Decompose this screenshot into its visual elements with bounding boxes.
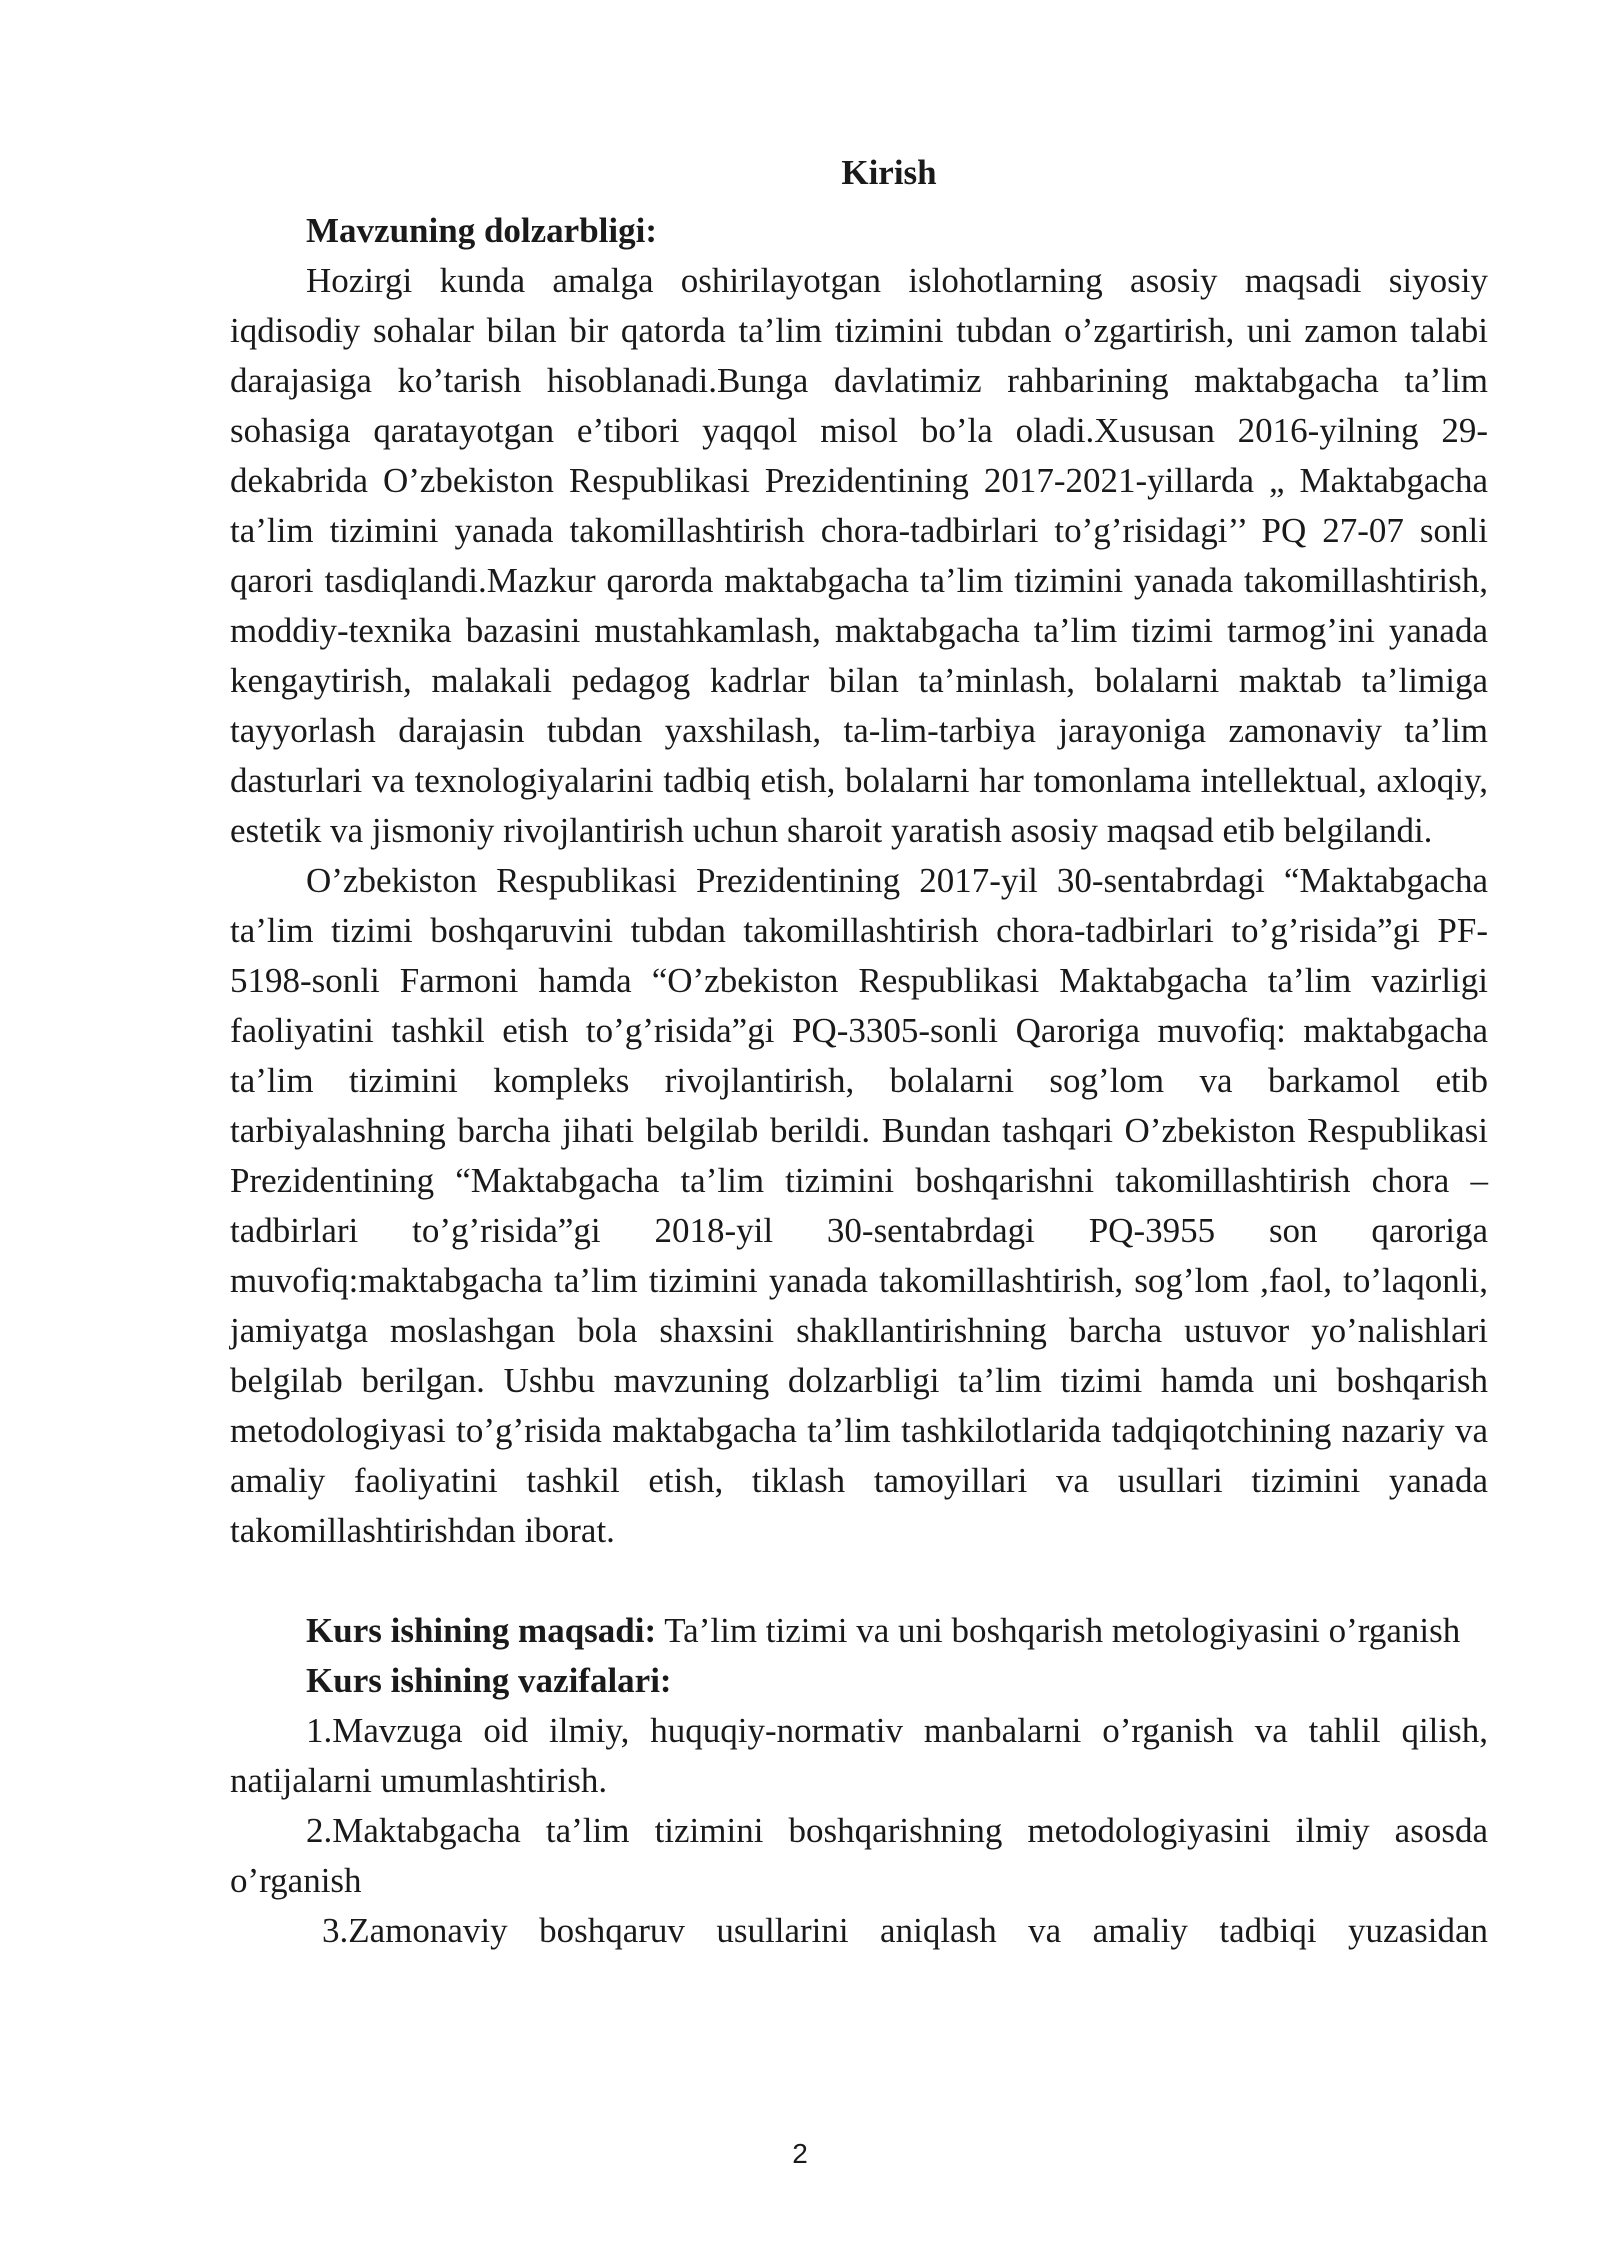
blank-line — [230, 1556, 1488, 1606]
tasks-heading: Kurs ishining vazifalari: — [306, 1661, 672, 1700]
paragraph-relevance-2: O’zbekiston Respublikasi Prezidentining 2017-yil 30-sentabrdagi “Maktabgacha ta’lim tizimi boshqaruvini tubdan takomillashtirish chora-tadbirlari to’g’risida”gi PF-5198-sonli Farmoni hamda “O’zbekiston Respublikasi Maktabgacha ta’lim vazirligi faoliyatini tashkil etish to’g’risida”gi PQ-3305-sonli Qaroriga muvofiq: maktabgacha ta’lim tizimini kompleks rivojlantirish, bolalarni sog’lom va barkamol etib tarbiyalashning barcha jihati belgilab berildi. Bundan tashqari O’zbekiston Respublikasi Prezidentining “Maktabgacha ta’lim tizimini boshqarishni takomillashtirish chora –tadbirlari to’g’risida”gi 2018-yil 30-sentabrdagi PQ-3955 son qaroriga muvofiq:maktabgacha ta’lim tizimini yanada takomillashtirish, sog’lom ,faol, to’laqonli, jamiyatga moslashgan bola shaxsini shakllantirishning barcha ustuvor yo’nalishlari belgilab berilgan. Ushbu mavzuning dolzarbligi ta’lim tizimi hamda uni boshqarish metodologiyasi to’g’risida maktabgacha ta’lim tashkilotlarida tadqiqotchining nazariy va amaliy faoliyatini tashkil etish, tiklash tamoyillari va usullari tizimini yanada takomillashtirishdan iborat. — [230, 861, 1488, 1550]
goal-text: Ta’lim tizimi va uni boshqarish metologiyasini o’rganish — [656, 1611, 1461, 1650]
page-title: Kirish — [841, 153, 937, 192]
goal-paragraph — [230, 1606, 1488, 1656]
section-heading-relevance: Mavzuning dolzarbligi: — [306, 211, 657, 250]
task-item-3: 3.Zamonaviy boshqaruv usullarini aniqlash va amaliy tadbiqi yuzasidan — [322, 1911, 1488, 1950]
paragraph-relevance-1: Hozirgi kunda amalga oshirilayotgan islohotlarning asosiy maqsadi siyosiy iqdisodiy sohalar bilan bir qatorda ta’lim tizimini tubdan o’zgartirish, uni zamon talabi darajasiga ko’tarish hisoblanadi.Bunga davlatimiz rahbarining maktabgacha ta’lim sohasiga qaratayotgan e’tibori yaqqol misol bo’la oladi.Xususan 2016-yilning 29-dekabrida O’zbekiston Respublikasi Prezidentining 2017-2021-yillarda „ Maktabgacha ta’lim tizimini yanada takomillashtirish chora-tadbirlari to’g’risidagi’’ PQ 27-07 sonli qarori tasdiqlandi.Mazkur qarorda maktabgacha ta’lim tizimini yanada takomillashtirish, moddiy-texnika bazasini mustahkamlash, maktabgacha ta’lim tizimi tarmog’ini yanada kengaytirish, malakali pedagog kadrlar bilan ta’minlash, bolalarni maktab ta’limiga tayyorlash darajasin tubdan yaxshilash, ta-lim-tarbiya jarayoniga zamonaviy ta’lim dasturlari va texnologiyalarini tadbiq etish, bolalarni har tomonlama intellektual, axloqiy, estetik va jismoniy rivojlantirish uchun sharoit yaratish asosiy maqsad etib belgilandi. — [230, 261, 1488, 850]
task-item-2: 2.Maktabgacha ta’lim tizimini boshqarishning metodologiyasini ilmiy asosda o’rganish — [230, 1811, 1488, 1900]
page-number: 2 — [792, 2138, 808, 2169]
task-item-1: 1.Mavzuga oid ilmiy, huquqiy-normativ manbalarni o’rganish va tahlil qilish, natijalarni umumlashtirish. — [230, 1711, 1488, 1800]
document-page — [230, 148, 1488, 1956]
goal-label: Kurs ishining maqsadi: — [306, 1611, 657, 1650]
